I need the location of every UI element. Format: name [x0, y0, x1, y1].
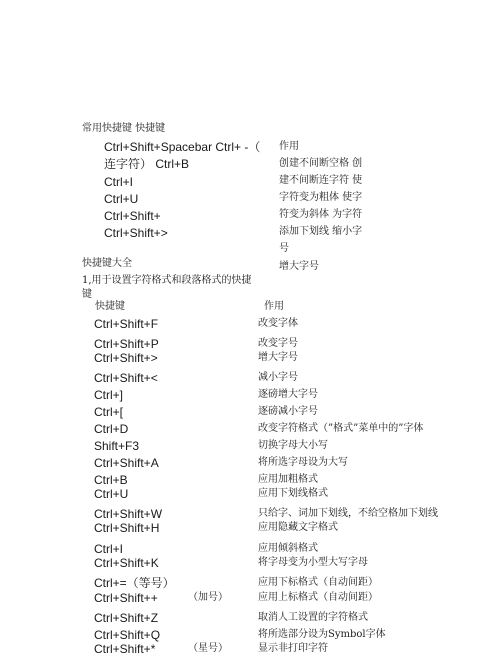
table-row-function: 应用隐藏文字格式 — [258, 522, 338, 533]
table-row-shortcut: Ctrl+Shift+Q — [94, 628, 161, 642]
shortcut-line-1: Ctrl+Shift+Spacebar Ctrl+ -（ — [104, 140, 261, 154]
section1-heading: 常用快捷键 快捷键 — [82, 123, 166, 134]
table-row-note: （星号） — [188, 643, 228, 654]
section2-subtitle-1: 1,用于设置字符格式和段落格式的快捷 — [82, 275, 252, 286]
table-row-function: 应用倾斜格式 — [258, 543, 318, 554]
table-row-function: 将所选部分设为Symbol字体 — [258, 629, 386, 640]
table-row-function: 显示非打印字符 — [258, 643, 328, 654]
table-row-shortcut: Ctrl+Shift+A — [94, 456, 159, 470]
table-row-shortcut: Ctrl+D — [94, 422, 129, 436]
table-row-function: 改变字体 — [258, 318, 298, 329]
table-row-shortcut: Ctrl+Shift+F — [94, 317, 159, 331]
function-line-5: 符变为斜体 为字符 — [279, 209, 363, 220]
table-row-function: 应用上标格式（自动间距） — [258, 592, 378, 603]
section2-title: 快捷键大全 — [82, 258, 132, 269]
table-row-function: 将字母变为小型大写字母 — [258, 557, 368, 568]
table-row-shortcut: Ctrl+I — [94, 542, 124, 556]
table-row-function: 只给字、词加下划线，不给空格加下划线 — [258, 508, 438, 519]
table-row-note: （加号） — [188, 592, 228, 603]
table-row-shortcut: Ctrl+Shift+K — [94, 556, 159, 570]
shortcut-line-3: Ctrl+I — [104, 175, 134, 189]
table-row-function: 逐磅减小字号 — [258, 406, 318, 417]
table-row-function: 改变字符格式（”格式”菜单中的”字体 — [258, 423, 424, 434]
function-line-1: 作用 — [279, 141, 299, 152]
table-row-shortcut: Ctrl+] — [94, 388, 124, 402]
section2-subtitle-2: 键 — [82, 289, 92, 300]
table-row-shortcut: Ctrl+Shift+W — [94, 507, 163, 521]
table-row-function: 取消人工设置的字符格式 — [258, 612, 368, 623]
function-line-6: 添加下划线 缩小字 — [279, 226, 363, 237]
table-row-shortcut: Ctrl+Shift+P — [94, 337, 159, 351]
table-row-shortcut: Ctrl+=（等号） — [94, 576, 175, 590]
table-row-function: 减小字号 — [258, 372, 298, 383]
table-row-function: 切换字母大小写 — [258, 440, 328, 451]
table-row-shortcut: Ctrl+Shift+* — [94, 642, 156, 656]
table-row-shortcut: Ctrl+Shift+> — [94, 351, 158, 365]
function-line-8: 增大字号 — [279, 261, 319, 272]
table-row-shortcut: Shift+F3 — [94, 439, 140, 453]
table-header-function: 作用 — [264, 301, 284, 312]
table-row-function: 将所选字母设为大写 — [258, 457, 348, 468]
function-line-3: 建不间断连字符 使 — [279, 175, 363, 186]
function-line-2: 创建不间断空格 创 — [279, 158, 363, 169]
table-row-function: 改变字号 — [258, 338, 298, 349]
function-line-7: 号 — [279, 243, 289, 254]
table-row-shortcut: Ctrl+Shift+Z — [94, 611, 159, 625]
table-row-shortcut: Ctrl+[ — [94, 405, 124, 419]
table-row-shortcut: Ctrl+Shift+H — [94, 521, 160, 535]
table-row-shortcut: Ctrl+Shift+< — [94, 371, 158, 385]
table-row-shortcut: Ctrl+Shift++ — [94, 591, 158, 605]
table-row-function: 应用下标格式（自动间距） — [258, 577, 378, 588]
shortcut-line-5: Ctrl+Shift+ — [104, 209, 161, 223]
table-row-function: 增大字号 — [258, 352, 298, 363]
table-header-key: 快捷键 — [95, 301, 125, 312]
table-row-shortcut: Ctrl+U — [94, 487, 129, 501]
table-row-function: 应用下划线格式 — [258, 488, 328, 499]
function-line-4: 字符变为粗体 使字 — [279, 192, 363, 203]
table-row-function: 逐磅增大字号 — [258, 389, 318, 400]
shortcut-line-4: Ctrl+U — [104, 192, 139, 206]
table-row-function: 应用加粗格式 — [258, 474, 318, 485]
shortcut-line-6: Ctrl+Shift+> — [104, 226, 168, 240]
shortcut-line-2: 连字符） Ctrl+B — [104, 157, 190, 171]
table-row-shortcut: Ctrl+B — [94, 473, 128, 487]
